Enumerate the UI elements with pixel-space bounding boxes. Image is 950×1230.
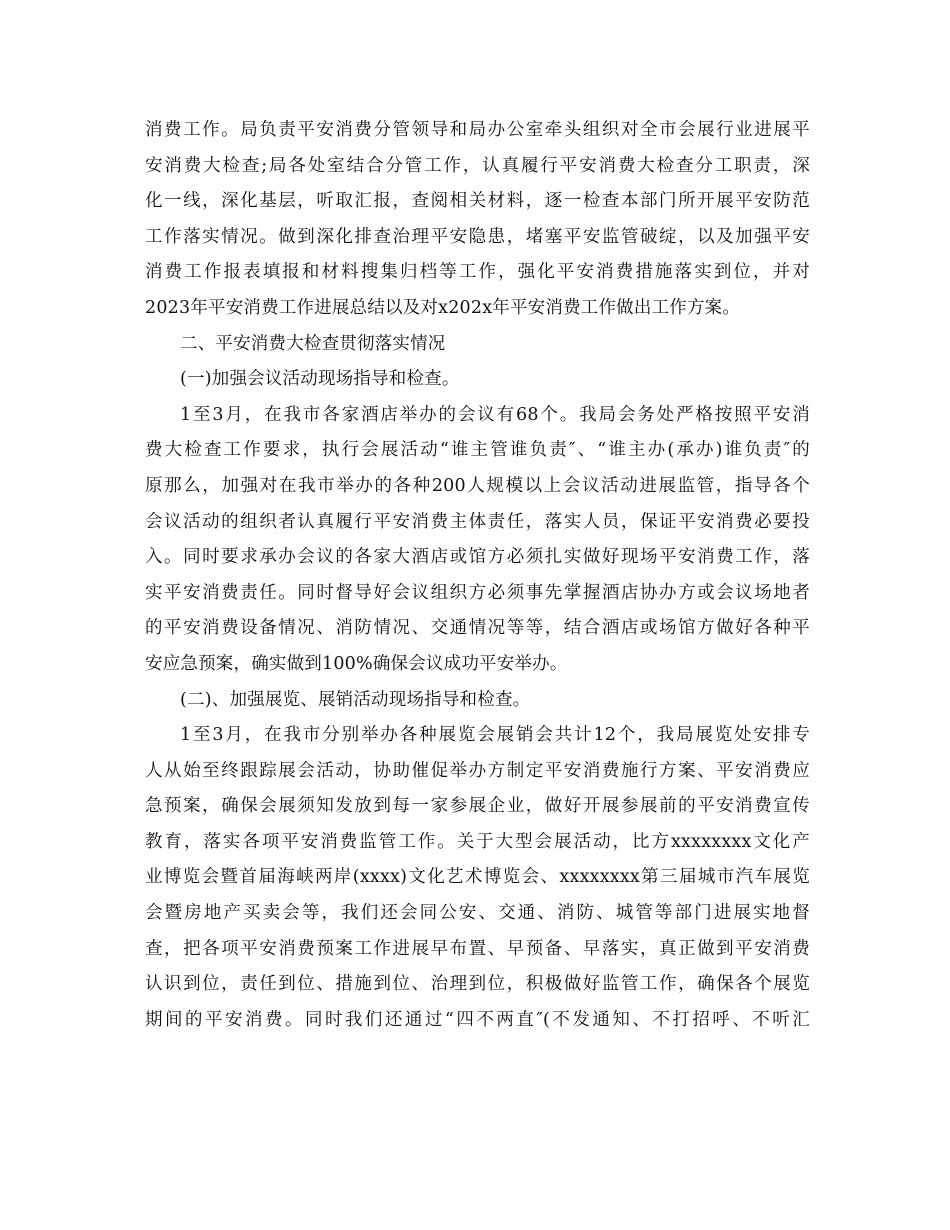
text-line: (二)、加强展览、展销活动现场指导和检查。 [180,689,531,710]
text-line: 会议活动的组织者认真履行平安消费主体责任，落实人员，保证平安消费必要投 [145,511,810,532]
text-line: 会暨房地产买卖会等，我们还会同公安、交通、消防、城管等部门进展实地督 [145,903,810,924]
text-line: 急预案，确保会展须知发放到每一家参展企业，做好开展参展前的平安消费宣传 [145,796,810,817]
text-line: 查，把各项平安消费预案工作进展早布置、早预备、早落实，真正做到平安消费 [145,938,810,959]
text-line: 期间的平安消费。同时我们还通过“四不两直″(不发通知、不打招呼、不听汇 [145,1009,810,1030]
text-line: 教育，落实各项平安消费监管工作。关于大型会展活动，比方xxxxxxxx文化产 [145,831,810,852]
text-line: 费大检查工作要求，执行会展活动“谁主管谁负责″、“谁主办(承办)谁负责″的 [145,440,810,461]
text-line: 1至3月，在我市各家酒店举办的会议有68个。我局会务处严格按照平安消 [180,404,810,425]
text-line: 安应急预案，确实做到100%确保会议成功平安举办。 [145,653,568,674]
text-line: 工作落实情况。做到深化排查治理平安隐患，堵塞平安监管破绽，以及加强平安 [145,226,810,247]
text-line: 安消费大检查;局各处室结合分管工作，认真履行平安消费大检查分工职责，深 [145,155,810,176]
text-line: 1至3月，在我市分别举办各种展览会展销会共计12个，我局展览处安排专 [180,725,810,746]
text-line: 的平安消费设备情况、消防情况、交通情况等等，结合酒店或场馆方做好各种平 [145,618,810,639]
document-body [145,113,810,1038]
text-line: 2023年平安消费工作进展总结以及对x202x年平安消费工作做出工作方案。 [145,297,741,318]
text-line: 业博览会暨首届海峡两岸(xxxx)文化艺术博览会、xxxxxxxx第三届城市汽车展览 [145,867,810,888]
text-line: 入。同时要求承办会议的各家大酒店或馆方必须扎实做好现场平安消费工作，落 [145,547,810,568]
text-line: 化一线，深化基层，听取汇报，查阅相关材料，逐一检查本部门所开展平安防范 [145,191,810,212]
text-line: 二、平安消费大检查贯彻落实情况 [180,333,446,354]
text-line: 人从始至终跟踪展会活动，协助催促举办方制定平安消费施行方案、平安消费应 [145,760,810,781]
text-line: (一)加强会议活动现场指导和检查。 [180,369,460,390]
text-line: 原那么，加强对在我市举办的各种200人规模以上会议活动进展监管，指导各个 [145,475,810,496]
text-line: 认识到位，责任到位、措施到位、治理到位，积极做好监管工作，确保各个展览 [145,974,810,995]
text-line: 实平安消费责任。同时督导好会议组织方必须事先掌握酒店协办方或会议场地者 [145,582,810,603]
text-line: 消费工作。局负责平安消费分管领导和局办公室牵头组织对全市会展行业进展平 [145,120,810,140]
text-line: 消费工作报表填报和材料搜集归档等工作，强化平安消费措施落实到位，并对 [145,262,810,283]
